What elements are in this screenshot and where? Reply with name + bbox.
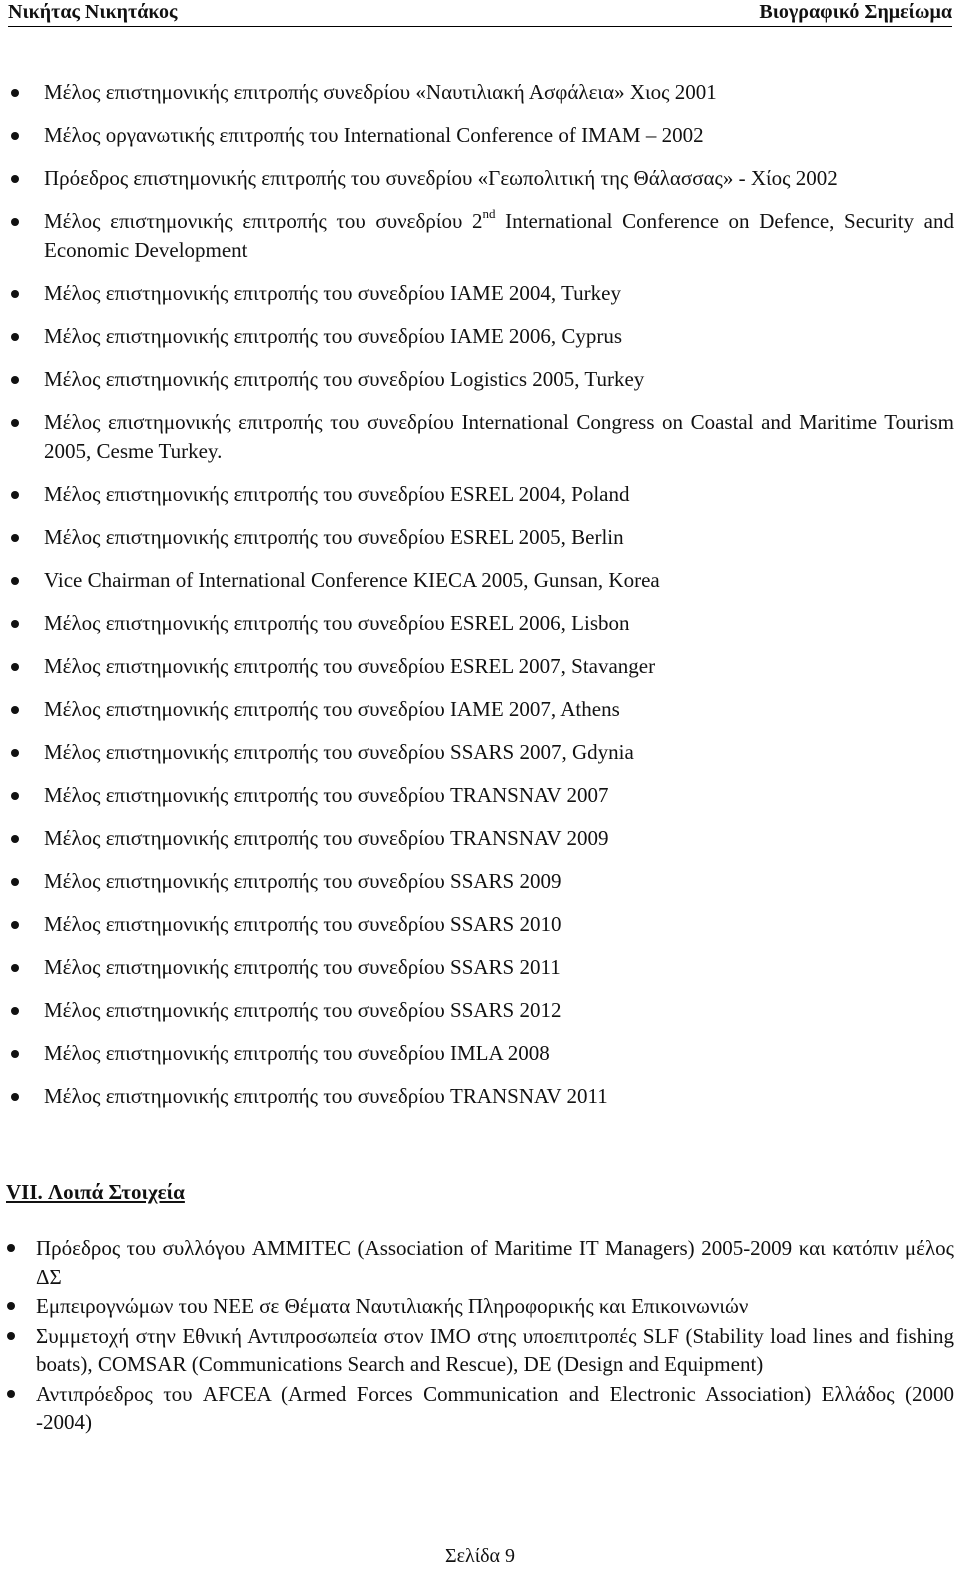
list-item: Μέλος επιστημονικής επιτροπής του συνεδρίου ESREL 2004, Poland (44, 480, 954, 509)
section-title: VII. Λοιπά Στοιχεία (6, 1180, 185, 1204)
bullet-icon (11, 1093, 19, 1101)
bullet-icon (11, 290, 19, 298)
committee-list (0, 78, 960, 1125)
header-doc-title: Βιογραφικό Σημείωμα (759, 1, 952, 23)
bullet-icon (11, 620, 19, 628)
list-item: Συμμετοχή στην Εθνική Αντιπροσωπεία στον IMO στης υποεπιτροπές SLF (Stability load lines and fishing boats), COMSAR (Communications Search and Rescue), DE (Design and Equipment) (36, 1322, 954, 1379)
bullet-icon (11, 792, 19, 800)
bullet-icon (11, 218, 19, 226)
bullet-icon (11, 749, 19, 757)
bullet-icon (7, 1332, 15, 1340)
list-item: Πρόεδρος επιστημονικής επιτροπής του συνεδρίου «Γεωπολιτική της Θάλασσας» - Χίος 2002 (44, 164, 954, 193)
list-item: Μέλος επιστημονικής επιτροπής του συνεδρίου ESREL 2007, Stavanger (44, 652, 954, 681)
header-author: Νικήτας Νικητάκος (8, 1, 178, 23)
list-item: Μέλος οργανωτικής επιτροπής του International Conference of IMAM – 2002 (44, 121, 954, 150)
bullet-icon (11, 1007, 19, 1015)
bullet-icon (11, 706, 19, 714)
list-item: Μέλος επιστημονικής επιτροπής του συνεδρίου ESREL 2005, Berlin (44, 523, 954, 552)
list-item: Μέλος επιστημονικής επιτροπής του συνεδρίου SSARS 2011 (44, 953, 954, 982)
bullet-icon (11, 132, 19, 140)
bullet-icon (11, 419, 19, 427)
list-item: Μέλος επιστημονικής επιτροπής του συνεδρίου IAME 2004, Turkey (44, 279, 954, 308)
bullet-icon (11, 921, 19, 929)
list-item: Μέλος επιστημονικής επιτροπής του συνεδρίου IMLA 2008 (44, 1039, 954, 1068)
list-item: Μέλος επιστημονικής επιτροπής του συνεδρίου TRANSNAV 2007 (44, 781, 954, 810)
list-item: Μέλος επιστημονικής επιτροπής του συνεδρίου SSARS 2007, Gdynia (44, 738, 954, 767)
list-item: Μέλος επιστημονικής επιτροπής του συνεδρίου ESREL 2006, Lisbon (44, 609, 954, 638)
list-item: Μέλος επιστημονικής επιτροπής του συνεδρίου IAME 2006, Cyprus (44, 322, 954, 351)
bullet-icon (11, 964, 19, 972)
bullet-icon (11, 491, 19, 499)
bullet-icon (11, 376, 19, 384)
bullet-icon (11, 577, 19, 585)
list-item: Μέλος επιστημονικής επιτροπής του συνεδρίου IAME 2007, Athens (44, 695, 954, 724)
list-item: Μέλος επιστημονικής επιτροπής του συνεδρίου SSARS 2009 (44, 867, 954, 896)
list-item: Μέλος επιστημονικής επιτροπής του συνεδρίου 2nd International Conference on Defence, Security and Economic Development (44, 207, 954, 265)
list-item: Μέλος επιστημονικής επιτροπής του συνεδρίου SSARS 2012 (44, 996, 954, 1025)
other-details-list (0, 1234, 960, 1438)
page-header (8, 0, 952, 27)
list-item: Vice Chairman of International Conference KIECA 2005, Gunsan, Korea (44, 566, 954, 595)
bullet-icon (7, 1302, 15, 1310)
bullet-icon (11, 89, 19, 97)
bullet-icon (11, 1050, 19, 1058)
bullet-icon (11, 835, 19, 843)
bullet-icon (11, 663, 19, 671)
list-item: Εμπειρογνώμων του ΝΕΕ σε Θέματα Ναυτιλιακής Πληροφορικής και Επικοινωνιών (36, 1292, 954, 1321)
list-item: Μέλος επιστημονικής επιτροπής του συνεδρίου TRANSNAV 2011 (44, 1082, 954, 1111)
list-item: Μέλος επιστημονικής επιτροπής του συνεδρίου Logistics 2005, Turkey (44, 365, 954, 394)
list-item: Μέλος επιστημονικής επιτροπής του συνεδρίου TRANSNAV 2009 (44, 824, 954, 853)
list-item: Πρόεδρος του συλλόγου AMMITEC (Association of Maritime IT Managers) 2005-2009 και κατόπιν μέλος ΔΣ (36, 1234, 954, 1291)
bullet-icon (11, 333, 19, 341)
list-item: Μέλος επιστημονικής επιτροπής του συνεδρίου SSARS 2010 (44, 910, 954, 939)
list-item: Μέλος επιστημονικής επιτροπής του συνεδρίου International Congress on Coastal and Maritime Tourism 2005, Cesme Turkey. (44, 408, 954, 466)
page-number: Σελίδα 9 (444, 1545, 516, 1567)
bullet-icon (7, 1390, 15, 1398)
bullet-icon (11, 878, 19, 886)
bullet-icon (11, 175, 19, 183)
list-item: Αντιπρόεδρος του AFCEA (Armed Forces Communication and Electronic Association) Ελλάδος (2000 -2004) (36, 1380, 954, 1437)
bullet-icon (11, 534, 19, 542)
bullet-icon (7, 1244, 15, 1252)
list-item: Μέλος επιστημονικής επιτροπής συνεδρίου «Ναυτιλιακή Ασφάλεια» Χιος 2001 (44, 78, 954, 107)
